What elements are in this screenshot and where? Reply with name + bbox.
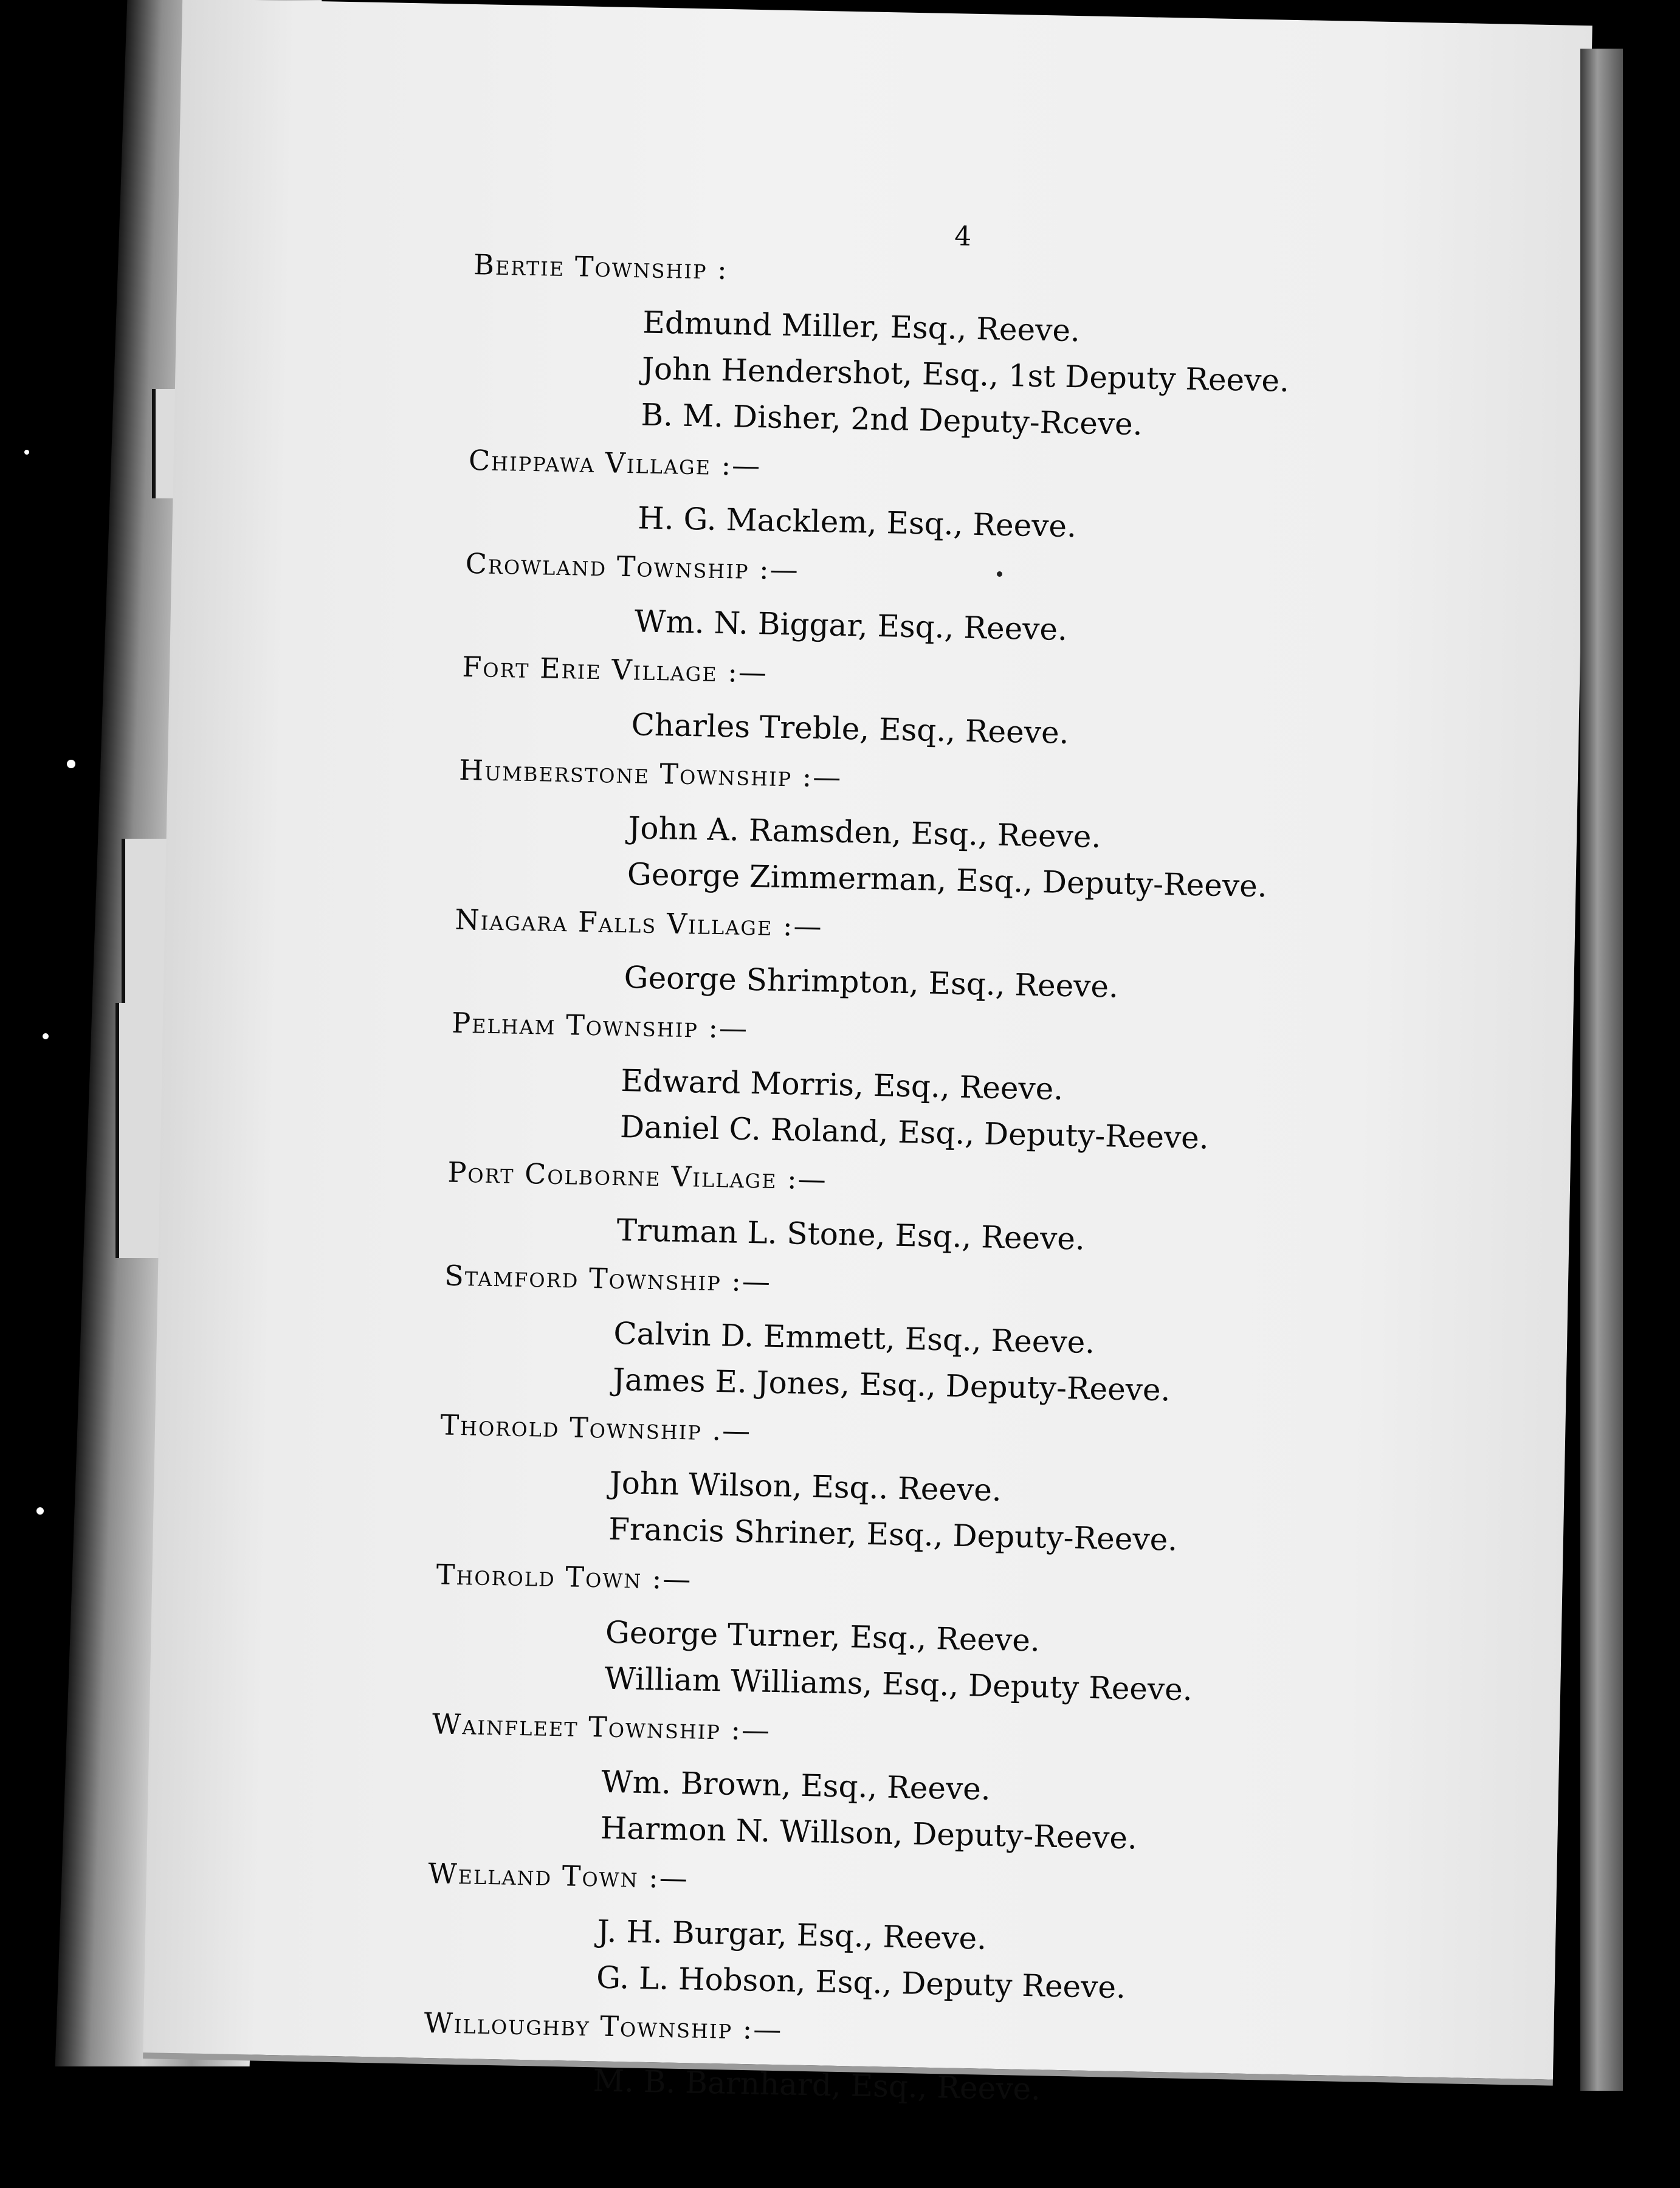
officer-entry: John A. Ramsden, Esq., Reeve. bbox=[627, 810, 1101, 855]
officer-entry: H. G. Macklem, Esq., Reeve. bbox=[637, 500, 1077, 545]
officer-entry: Francis Shriner, Esq., Deputy-Reeve. bbox=[608, 1511, 1178, 1558]
section-heading: Chippawa Village :— bbox=[468, 443, 762, 483]
officer-entry: John Hendershot, Esq., 1st Deputy Reeve. bbox=[641, 351, 1290, 399]
section-heading: Welland Town :— bbox=[427, 1857, 689, 1895]
officer-entry: Wm. N. Biggar, Esq., Reeve. bbox=[634, 604, 1068, 647]
officer-entry: M. B. Barnhard, Esq., Reeve. bbox=[593, 2063, 1041, 2107]
section-heading: Crowland Township :— bbox=[465, 546, 800, 587]
section-heading: Thorold Township .— bbox=[440, 1408, 752, 1448]
section-heading: Willoughby Township :— bbox=[424, 2006, 783, 2046]
officer-entry: Calvin D. Emmett, Esq., Reeve. bbox=[613, 1315, 1095, 1361]
section-heading: Humberstone Township :— bbox=[458, 753, 842, 794]
officer-entry: George Shrimpton, Esq., Reeve. bbox=[624, 960, 1119, 1005]
section-heading: Wainfleet Township :— bbox=[432, 1707, 771, 1747]
officer-entry: Truman L. Stone, Esq., Reeve. bbox=[616, 1212, 1086, 1257]
section-heading: Port Colborne Village :— bbox=[447, 1155, 828, 1196]
officer-entry: George Turner, Esq., Reeve. bbox=[605, 1614, 1041, 1659]
officer-entry: Edward Morris, Esq., Reeve. bbox=[620, 1062, 1064, 1107]
officer-entry: James E. Jones, Esq., Deputy-Reeve. bbox=[612, 1361, 1171, 1408]
officer-entry: B. M. Disher, 2nd Deputy-Rceve. bbox=[640, 397, 1143, 442]
section-heading: Stamford Township :— bbox=[444, 1259, 772, 1298]
officer-entry: G. L. Hobson, Esq., Deputy Reeve. bbox=[596, 1959, 1126, 2006]
officer-entry: George Zimmerman, Esq., Deputy-Reeve. bbox=[627, 856, 1268, 904]
officer-entry: J. H. Burgar, Esq., Reeve. bbox=[597, 1913, 987, 1956]
section-heading: Niagara Falls Village :— bbox=[455, 903, 824, 943]
officer-entry: Daniel C. Roland, Esq., Deputy-Reeve. bbox=[619, 1109, 1210, 1156]
section-heading: Fort Erie Village :— bbox=[461, 650, 768, 689]
officer-entry: Edmund Miller, Esq., Reeve. bbox=[642, 304, 1081, 349]
officer-entry: Wm. Brown, Esq., Reeve. bbox=[601, 1764, 991, 1807]
section-heading: Pelham Township :— bbox=[451, 1006, 749, 1045]
officer-entry: Charles Treble, Esq., Reeve. bbox=[631, 707, 1070, 751]
section-heading: Bertie Township : bbox=[473, 248, 729, 286]
officer-entry: William Williams, Esq., Deputy Reeve. bbox=[604, 1660, 1193, 1708]
page-number: 4 bbox=[954, 221, 972, 252]
officer-entry: Harmon N. Willson, Deputy-Reeve. bbox=[600, 1810, 1138, 1856]
officer-entry: John Wilson, Esq.. Reeve. bbox=[609, 1465, 1002, 1509]
section-heading: Thorold Town :— bbox=[436, 1558, 692, 1596]
